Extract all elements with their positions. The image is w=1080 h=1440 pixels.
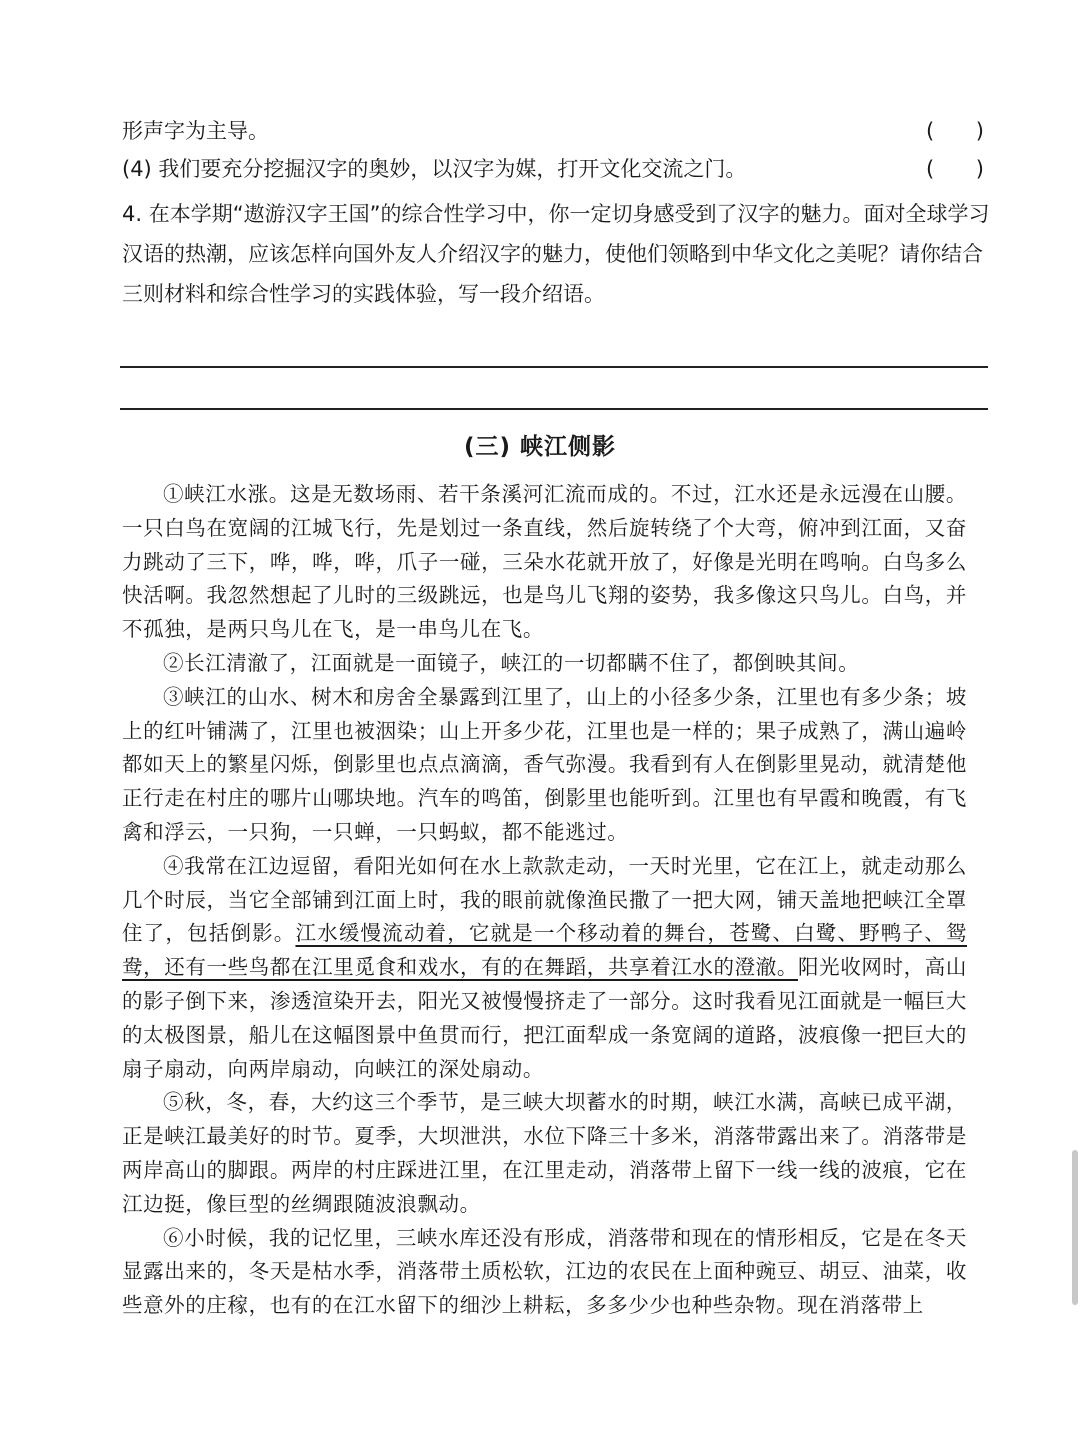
paragraph-4 [122, 850, 967, 1087]
section-title: (三) 峡江侧影 [463, 434, 617, 460]
underlined-sentence: 江水缓慢流动着，它就是一个移动着的舞台，苍鹭、白鹭、野鸭子、鸳鸯，还有一些鸟都在江里觅食和戏水，有的在舞蹈，共享着江水的澄澈。 [122, 921, 967, 980]
answer-parentheses: ( ) [926, 157, 984, 181]
article-body [122, 478, 967, 1323]
answer-line [120, 366, 988, 368]
paragraph-2: ②长江清澈了，江面就是一面镜子，峡江的一切都瞒不住了，都倒映其间。 [163, 650, 860, 675]
question-text: 形声字为主导。 [122, 119, 269, 143]
answer-line [120, 408, 988, 410]
paragraph-4-part-b: 阳光收网时，高山的影子倒下来，渗透渲染开去，阳光又被慢慢挤走了一部分。这时我看见江面就是一幅巨大的太极图景，船儿在这幅图景中鱼贯而行，把江面犁成一条宽阔的道路，波痕像一把巨大的扇子扇动，向两岸扇动，向峡江的深处扇动。 [122, 955, 967, 1081]
paragraph-1: ①峡江水涨。这是无数场雨、若干条溪河汇流而成的。不过，江水还是永远漫在山腰。一只白鸟在宽阔的江城飞行，先是划过一条直线，然后旋转绕了个大弯，俯冲到江面，又奋力跳动了三下，哗，哗，哗，爪子一碰，三朵水花就开放了，好像是光明在鸣响。白鸟多么快活啊。我忽然想起了儿时的三级跳远，也是鸟儿飞翔的姿势，我多像这只鸟儿。白鸟，并不孤独，是两只鸟儿在飞，是一串鸟儿在飞。 [122, 482, 967, 642]
question-block [122, 112, 992, 314]
question-text: (4) 我们要充分挖掘汉字的奥妙，以汉字为媒，打开文化交流之门。 [122, 157, 747, 181]
question-line-4 [122, 150, 992, 188]
question-4: 4. 在本学期“遨游汉字王国”的综合性学习中，你一定切身感受到了汉字的魅力。面对全球学习汉语的热潮，应该怎样向国外友人介绍汉字的魅力，使他们领略到中华文化之美呢？请你结合三则材料和综合性学习的实践体验，写一段介绍语。 [122, 202, 990, 306]
paragraph-4-part-a: ④我常在江边逗留，看阳光如何在水上款款走动，一天时光里，它在江上，就走动那么几个时辰，当它全部铺到江面上时，我的眼前就像渔民撒了一把大网，铺天盖地把峡江全罩住了，包括倒影。 [122, 853, 967, 946]
answer-parentheses: ( ) [926, 119, 984, 143]
paragraph-3: ③峡江的山水、树木和房舍全暴露到江里了，山上的小径多少条，江里也有多少条；坡上的红叶铺满了，江里也被洇染；山上开多少花，江里也是一样的；果子成熟了，满山遍岭都如天上的繁星闪烁，倒影里也点点滴滴，香气弥漫。我看到有人在倒影里晃动，就清楚他正行走在村庄的哪片山哪块地。汽车的鸣笛，倒影里也能听到。江里也有早霞和晚霞，有飞禽和浮云，一只狗，一只蝉，一只蚂蚁，都不能逃过。 [122, 684, 967, 844]
paragraph-6: ⑥小时候，我的记忆里，三峡水库还没有形成，消落带和现在的情形相反，它是在冬天显露出来的，冬天是枯水季，消落带土质松软，江边的农民在上面种豌豆、胡豆、油菜，收些意外的庄稼，也有的在江水留下的细沙上耕耘，多多少少也种些杂物。现在消落带上 [122, 1225, 967, 1318]
scrollbar[interactable] [1072, 1150, 1078, 1305]
paragraph-5: ⑤秋，冬，春，大约这三个季节，是三峡大坝蓄水的时期，峡江水满，高峡已成平湖，正是峡江最美好的时节。夏季，大坝泄洪，水位下降三十多米，消落带露出来了。消落带是两岸高山的脚跟。两岸的村庄踩进江里，在江里走动，消落带上留下一线一线的波痕，它在江边挺，像巨型的丝绸跟随波浪飘动。 [122, 1090, 967, 1216]
question-line-3-end [122, 112, 992, 150]
